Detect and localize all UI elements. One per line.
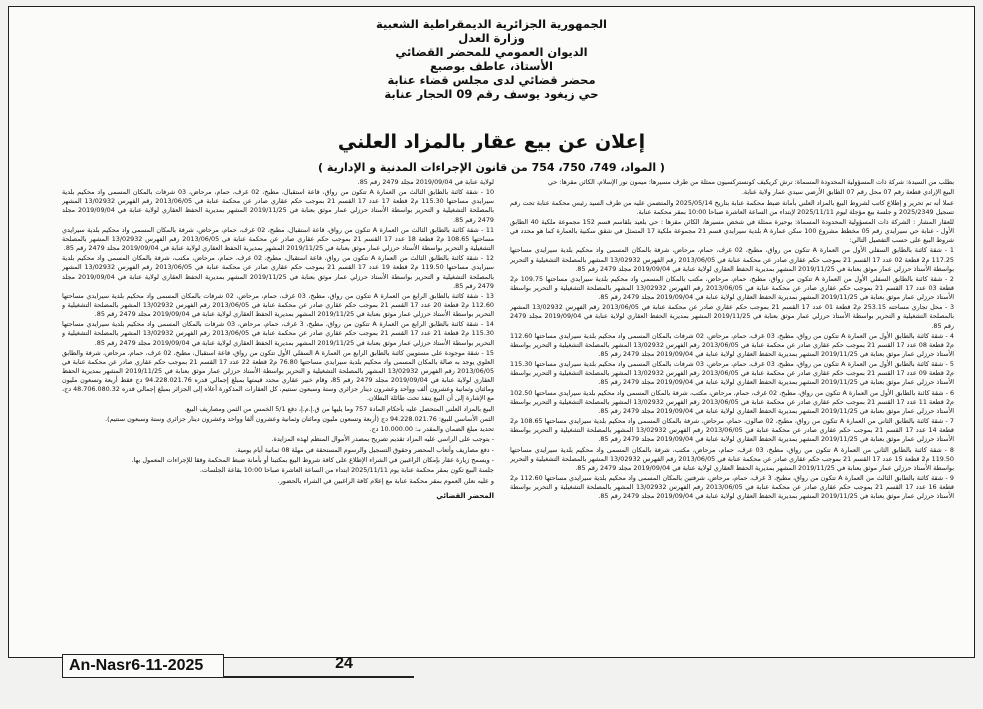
paragraph: 9 - شقة كائنة بالطابق الثالث من العمارة A تتكون من رواق، مطبخ، 3 غرف، حمام، مرحاض، شرفتين بالمكان المسمى واد محكيم بلدية سيرايدي مساحتها 112.60 م2 قطعة 16 عدد 17 القسم 21 بموجب حكم عقاري صادر عن محكمة عنابة في 2013/06/05 رقم الفهرس 13/02932 المشهر بالمصلحة التشغيلية و التحرير بواسطة الأستاذ حرزلي عمار موثق بعنابة في 2019/11/25 المشهر بمديرية الحفظ العقاري لولاية عنابة في 2019/09/04 مجلد 2479 رقم 85. — [510, 474, 954, 501]
paragraph: الثمن الأساسي للبيع: 94.228.021.76 دج (أربعة وتسعون مليون ومائتان وثمانية وعشرون ألفا وواحد وعشرون دينار جزائري وستة وسبعون سنتيم). — [105, 414, 494, 423]
page-number: 24 — [335, 655, 353, 672]
left-column — [62, 178, 494, 648]
paragraph: 8 - شقة كائنة بالطابق الثاني من العمارة A تتكون من رواق، مطبخ، 03 غرف، حمام، مرحاض، مكتب، شرفة بالمكان المسمى واد محكيم بلدية سيرايدي مساحتها 119.50 م2 قطعة 15 عدد 17 القسم 21 بموجب حكم عقاري صادر عن محكمة عنابة في 2013/06/05 رقم الفهرس 13/02932 المشهر بالمصلحة التشغيلية و التحرير بواسطة الأستاذ حرزلي عمار موثق بعنابة في 2019/11/25 المشهر بمديرية الحفظ العقاري لولاية عنابة في 2019/09/04 مجلد 2479 رقم 85. — [510, 445, 954, 472]
paragraph: تحديد مبلغ الضمان والمقدر بـ: 10.000.00 دج. — [369, 425, 494, 434]
paragraph: 4 - شقة كائنة بالطابق الأول من العمارة A تتكون من رواق، مطبخ، 03 غرف، حمام، مرحاض، 02 شرفات بالمكان المسمى واد محكيم بلدية سيرايدي مساحتها 112.60 م2 قطعة 08 عدد 17 القسم 21 بموجب حكم عقاري صادر عن محكمة عنابة في 2013/06/05 رقم الفهرس 13/02932 المشهر بالمصلحة التشغيلية و التحرير بواسطة الأستاذ حرزلي عمار موثق بعنابة في 2019/11/25 المشهر بمديرية الحفظ العقاري لولاية عنابة في 2019/09/04 مجلد 2479 رقم 85. — [510, 331, 954, 358]
paragraph: البيع بالمزاد العلني المتحصل عليه بأحكام المادة 757 وما يليها من ق.إ.م.إ، دفع 5/1 الخمس من الثمن ومصاريف البيع. — [184, 404, 494, 413]
newspaper-date: An-Nasr6-11-2025 — [62, 654, 224, 678]
header-line: محضر قضائي لدى مجلس قضاء عنابة — [387, 73, 596, 87]
signature: المحضر القضائي — [436, 491, 494, 500]
paragraph: 7 - شقة كائنة بالطابق الثاني من العمارة A تتكون من رواق، مطبخ، 02 صالون، حمام، مرحاض، شرفة بالمكان المسمى واد محكيم بلدية سيرايدي مساحتها 108.65 م2 قطعة 14 عدد 17 القسم 21 بموجب حكم عقاري صادر عن محكمة عنابة في 2013/06/05 رقم الفهرس 13/02932 المشهر بالمصلحة التشغيلية و التحرير بواسطة الأستاذ حرزلي عمار موثق بعنابة في 2019/11/25 المشهر بمديرية الحفظ العقاري لولاية عنابة في 2019/09/04 مجلد 2479 رقم 85. — [510, 417, 954, 444]
paragraph: 11 - شقة كائنة بالطابق الثالث من العمارة A تتكون من رواق، قاعة استقبال، مطبخ، 02 غرف، حمام، مرحاض، شرفة بالمكان المسمى واد محكيم بلدية سيرايدي مساحتها 108.65 م2 قطعة 18 عدد 17 القسم 21 بموجب حكم عقاري صادر عن محكمة عنابة في 2013/06/05 رقم الفهرس 13/02932 المشهر بالمصلحة التشغيلية و التحرير بواسطة الأستاذ حرزلي عمار موثق بعنابة في 2019/11/25 المشهر بمديرية الحفظ العقاري لولاية عنابة في 2019/09/04 مجلد 2479 رقم 85. — [62, 225, 494, 253]
footer-divider — [224, 676, 414, 678]
notice-subtitle: ( المواد، 749، 750، 754 من قانون الإجراءات المدنية و الإدارية ) — [318, 161, 665, 174]
header-line: الديوان العمومي للمحضر القضائي — [395, 45, 588, 59]
header — [9, 17, 974, 101]
paragraph: للعقار المشار : الشركة ذات المسؤولية المحدودة المسماة: بوحيرة ممثلة في شخص مسيرها، الكائن مقرها : حي بلعيد بلقاسم قسم 152 مجموعة ملكية 40 الطابق الأول - عنابة حي سيرايدي رقم 05 مخطط مشروع 100 سكن عمارة A بلدية سيرايدي قسم 21 مجموعة ملكية 17 المتمثل في شقق سكنية بالعمارة كما هو محدد في شروط البيع على حسب التفصيل التالي: — [510, 217, 954, 245]
header-line: الجمهورية الجزائرية الديمقراطية الشعبية — [375, 17, 607, 31]
paragraph: 5 - شقة كائنة بالطابق الأول من العمارة A تتكون من رواق، مطبخ، 03 غرف، حمام، مرحاض، 03 شرفات بالمكان المسمى واد محكيم بلدية سيرايدي مساحتها 115.30 م2 قطعة 09 عدد 17 القسم 21 بموجب حكم عقاري صادر عن محكمة عنابة في 2013/06/05 رقم الفهرس 13/02932 المشهر بالمصلحة التشغيلية و التحرير بواسطة الأستاذ حرزلي عمار موثق بعنابة في 2019/11/25 المشهر بمديرية الحفظ العقاري لولاية عنابة في 2019/09/04 مجلد 2479 رقم 85. — [510, 360, 954, 387]
paragraph: - دفع مصاريف وأتعاب المحضر وحقوق التسجيل والرسوم المستحقة في مهلة 08 ثمانية أيام يومية. — [235, 445, 494, 454]
paragraph: 3 - محل تجاري مساحته 253.15 م2 قطعة 01 عدد 17 القسم 21 بموجب حكم عقاري صادر عن محكمة عنابة في 2013/06/05 رقم الفهرس 13/02932 المشهر بالمصلحة التشغيلية و التحرير بواسطة الأستاذ حرزلي عمار موثق بعنابة في 2019/11/25 المشهر بمديرية الحفظ العقاري لولاية عنابة في 2019/09/04 مجلد 2479 رقم 85. — [510, 303, 954, 330]
paragraph: البيع الإرادي قطعة رقم 07 محل رقم 07 الطابق الأرضي سيدي عمار ولاية عنابة. — [741, 188, 954, 197]
paragraph: لولاية عنابة في 2019/09/04 مجلد 2479 رقم 85. — [357, 178, 494, 186]
header-line: حي زيغود يوسف رقم 09 الحجار عنابة — [384, 87, 599, 101]
paragraph: 12 - شقة كائنة بالطابق الثالث من العمارة A تتكون من رواق، قاعة استقبال، مطبخ، 02 غرف، حمام، مرحاض، مكتب، شرفة بالمكان المسمى واد محكيم بلدية سيرايدي مساحتها 119.50 م2 قطعة 19 عدد 17 القسم 21 بموجب حكم عقاري صادر عن محكمة عنابة في 2013/06/05 رقم الفهرس 13/02932 المشهر بالمصلحة التشغيلية و التحرير بواسطة الأستاذ حرزلي عمار موثق بعنابة في 2019/11/25 المشهر بمديرية الحفظ العقاري لولاية عنابة في 2019/09/04 مجلد 2479 رقم 85. — [62, 254, 494, 290]
header-line: الأستاذ، عاطف بوصبع — [430, 59, 553, 73]
paragraph: - يتوجب على الراسي عليه المزاد تقديم تصريح بمصدر الأموال المنظم لهذه المزايدة. — [271, 435, 494, 444]
notice-title: إعلان عن بيع عقار بالمزاد العلني — [337, 131, 646, 153]
paragraph: 14 - شقة كائنة بالطابق الرابع من العمارة A تتكون من رواق، مطبخ، 3 غرف، حمام، مرحاض، 03 شرفات بالمكان المسمى واد محكيم بلدية سيرايدي مساحتها 115.30 م2 قطعة 21 عدد 17 القسم 21 بموجب حكم عقاري صادر عن محكمة عنابة في 2013/06/05 رقم الفهرس 13/02932 المشهر بالمصلحة التشغيلية و التحرير بواسطة الأستاذ حرزلي عمار موثق بعنابة في 2019/11/25 المشهر بمديرية الحفظ العقاري لولاية عنابة في 2019/09/04 مجلد 2479 رقم 85. — [62, 320, 494, 347]
paragraph: و عليه نعلن العموم بمقر محكمة عنابة مع إعلام كافة الراغبين في الشراء بالحضور. — [277, 476, 494, 485]
paragraph: 15 - شقة موجودة على مستويين كائنة بالطابق الرابع من العمارة A السفلي الأول تتكون من رواق، قاعة استقبال، مطبخ، 02 غرف، حمام، مرحاض، شرفة والطابق العلوي يوجد به صالة بالمكان المسمى واد محكيم بلدية سيرايدي مساحتها 76.80 م2 قطعة 22 عدد 17 القسم 21 بموجب حكم عقاري صادر عن محكمة عنابة في 2013/06/05 رقم الفهرس 13/02932 المشهر بالمصلحة التشغيلية و التحرير بواسطة الأستاذ حرزلي عمار موثق بعنابة في 2019/11/25 المشهر بمديرية الحفظ العقاري لولاية عنابة في 2019/09/04 مجلد 2479 رقم 85، وقام خبير عقاري محدد قيمتها بمبلغ إجمالي قدره 94.228.021.76 دج فقط أربعة وتسعون مليون ومائتان وثمانية وعشرون ألف وواحد وعشرون دينار جزائري وستة وسبعون سنتيم، كل العقارات المذكورة أعلاه إلى الجزائر بمبلغ إجمالي قدره 48.706.080.32 دج، مع الإشارة إلى أن البيع ينفذ تحت طائلة البطلان. — [62, 348, 494, 403]
paragraph: عملا أنه تم تحرير و إطلاع كاتب لشروط البيع بالمزاد العلني بأمانة ضبط محكمة عنابة بتاريخ 2025/05/14 والمتضمن عليه من طرف السيد رئيس محكمة عنابة تحت رقم تسجيل 2025/2349 و جلسة بيع مؤجلة ليوم 2025/11/11 لإبتداء من الساعة العاشرة صباحا 10:00 بمقر محكمة عنابة. — [510, 198, 954, 216]
paragraph: 13 - شقة كائنة بالطابق الرابع من العمارة A تتكون من رواق، مطبخ، 03 غرف، حمام، مرحاض، 02 شرفات بالمكان المسمى واد محكيم بلدية سيرايدي مساحتها 112.60 م2 قطعة 20 عدد 17 القسم 21 بموجب حكم عقاري صادر عن محكمة عنابة في 2013/06/05 رقم الفهرس 13/02932 المشهر بالمصلحة التشغيلية و التحرير بواسطة الأستاذ حرزلي عمار موثق بعنابة في 2019/11/25 المشهر بمديرية الحفظ العقاري لولاية عنابة في 2019/09/04 مجلد 2479 رقم 85. — [62, 291, 494, 319]
paragraph: جلسة البيع تكون بمقر محكمة عنابة يوم 2025/11/11 ابتداء من الساعة العاشرة صباحا 10:00 بقاعة الجلسات. — [199, 466, 494, 475]
paragraph: بطلب من السيدة: شركة ذات المسؤولية المحدودة المسماة: ترش كريكيف كونستركسيون ممثلة من طرف مسيرها: ميمون نور الإسلام، الكائن مقرها: حي — [548, 178, 954, 186]
paragraph: 6 - شقة كائنة بالطابق الأول من العمارة A تتكون من رواق، مطبخ، 02 غرف، حمام، مرحاض، مكتب، شرفة بالمكان المسمى واد محكيم بلدية سيرايدي مساحتها 102.50 م2 قطعة 11 عدد 17 القسم 21 بموجب حكم عقاري صادر عن محكمة عنابة في 2013/06/05 رقم الفهرس 13/02932 المشهر بالمصلحة التشغيلية و التحرير بواسطة الأستاذ حرزلي عمار موثق بعنابة في 2019/11/25 المشهر بمديرية الحفظ العقاري لولاية عنابة في 2019/09/04 مجلد 2479 رقم 85. — [510, 388, 954, 415]
right-column — [510, 178, 954, 648]
paragraph: 10 - شقة كائنة بالطابق الثالث من العمارة A تتكون من رواق، قاعة استقبال، مطبخ، 02 غرف، حمام، مرحاض، 03 شرفات بالمكان المسمى واد محكيم بلدية سيرايدي مساحتها 115.30 م2 قطعة 17 عدد 17 القسم 21 بموجب حكم عقاري صادر عن محكمة عنابة في 2013/06/05 رقم الفهرس 13/02932 المشهر بالمصلحة التشغيلية و التحرير بواسطة الأستاذ حرزلي عمار موثق بعنابة في 2019/11/25 المشهر بمديرية الحفظ العقاري لولاية عنابة في 2019/09/04 مجلد 2479 رقم 85. — [62, 188, 494, 224]
paragraph: 1 - شقة كائنة بالطابق السفلي الأول من العمارة A تتكون من رواق، مطبخ، 02 غرف، حمام، مرحاض، شرفة بالمكان المسمى واد محكيم بلدية سيرايدي مساحتها 117.25 م2 قطعة 02 عدد 17 القسم 21 بموجب حكم عقاري صادر عن محكمة عنابة في 2013/06/05 رقم الفهرس 13/02932 المشهر بالمصلحة التشغيلية و التحرير بواسطة الأستاذ حرزلي عمار موثق بعنابة في 2019/11/25 المشهر بمديرية الحفظ العقاري لولاية عنابة في 2019/09/04 مجلد 2479 رقم 85. — [510, 246, 954, 273]
paragraph: - ويسمح زيارة عقار بإمكان الراغبين في الشراء الإطلاع على كافة شروط البيع بمكتبنا أو بأمانة ضبط المحكمة وفقا للإجراءات المعمول بها. — [131, 455, 494, 464]
paragraph: 2 - شقة كائنة بالطابق السفلي الأول من العمارة A تتكون من رواق، مطبخ، حمام، مرحاض، مكتب بالمكان المسمى واد محكيم بلدية سيرايدي مساحتها 109.75 م2 قطعة 03 عدد 17 القسم 21 بموجب حكم عقاري صادر عن محكمة عنابة في 2013/06/05 رقم الفهرس 13/02932 المشهر بالمصلحة التشغيلية و التحرير بواسطة الأستاذ حرزلي عمار موثق بعنابة في 2019/11/25 المشهر بمديرية الحفظ العقاري لولاية عنابة في 2019/09/04 مجلد 2479 رقم 85. — [510, 274, 954, 302]
header-line: وزارة العدل — [458, 31, 525, 45]
